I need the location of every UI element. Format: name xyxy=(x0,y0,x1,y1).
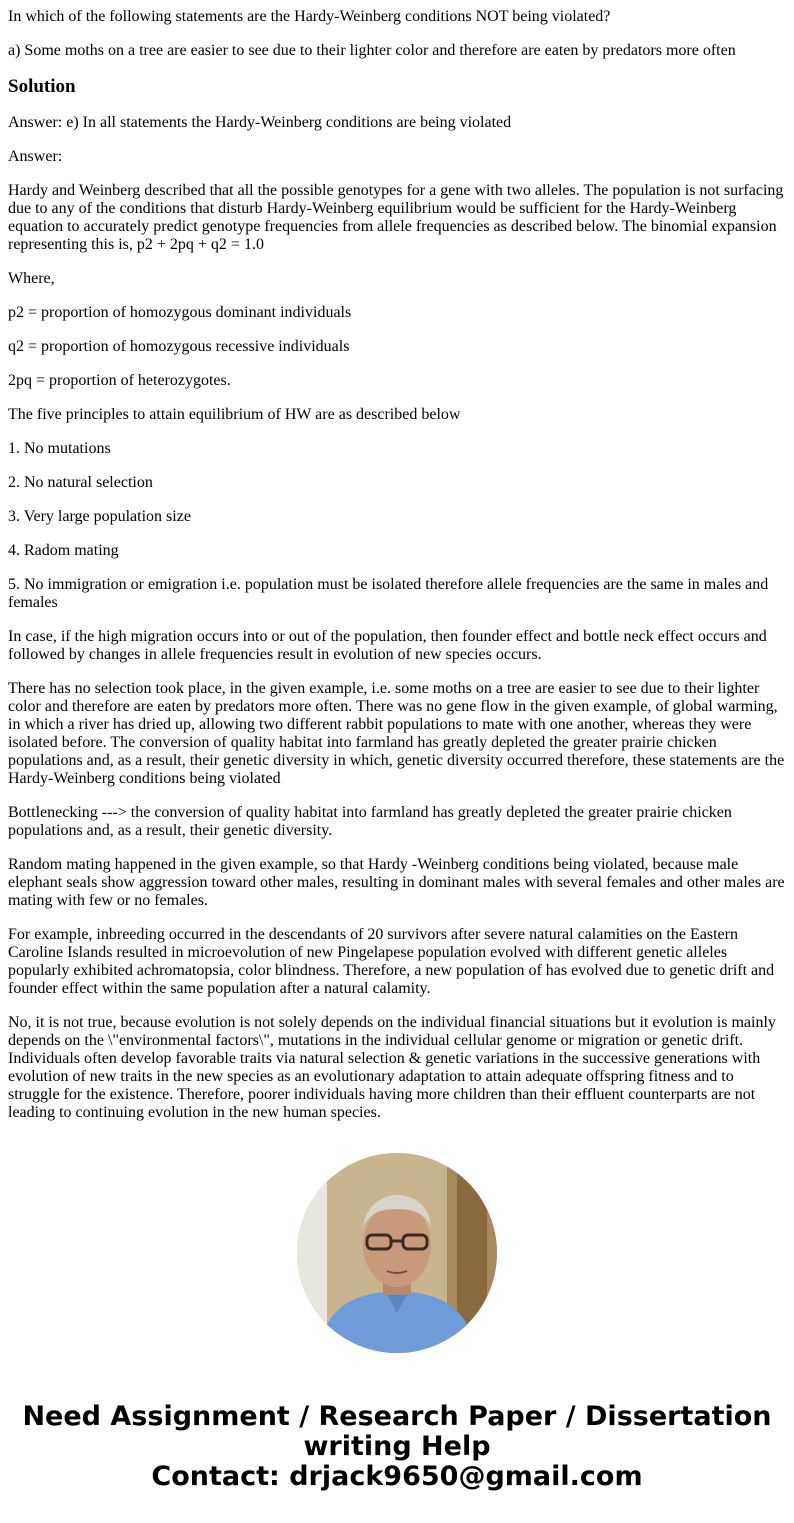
footer-line: writing Help xyxy=(303,1431,491,1462)
avatar xyxy=(297,1153,497,1353)
solution-paragraph: No, it is not true, because evolution is not solely depends on the individual financial situations but it evolution is mainly depends on the \"environmental factors\", mutations in the individual cellular genome or migration or genetic drift. Individuals often develop favorable traits via natural selection & genetic variations in the successive generations with evolution of new traits in the new species as an evolutionary adaptation to attain adequate offspring fitness and to struggle for the existence. Therefore, poorer individuals having more children than their effluent counterparts are not leading to continuing evolution in the new human species. xyxy=(8,1014,776,1121)
solution-paragraph: 3. Very large population size xyxy=(8,508,191,525)
solution-paragraph: 2pq = proportion of heterozygotes. xyxy=(8,372,231,389)
solution-paragraph: Where, xyxy=(8,270,55,287)
solution-paragraph: 5. No immigration or emigration i.e. population must be isolated therefore allele frequencies are the same in males and females xyxy=(8,576,769,611)
avatar-portrait-icon xyxy=(297,1153,497,1353)
question-option-a: a) Some moths on a tree are easier to see due to their lighter color and therefore are eaten by predators more often xyxy=(8,42,736,59)
solution-paragraph: p2 = proportion of homozygous dominant individuals xyxy=(8,304,352,321)
solution-paragraph: The five principles to attain equilibrium of HW are as described below xyxy=(8,406,461,423)
solution-paragraph: Random mating happened in the given example, so that Hardy -Weinberg conditions being violated, because male elephant seals show aggression toward other males, resulting in dominant males with several females and other males are mating with few or no females. xyxy=(8,856,785,909)
solution-paragraph: Answer: xyxy=(8,148,63,165)
footer-banner xyxy=(0,1402,794,1492)
solution-paragraph: 2. No natural selection xyxy=(8,474,153,491)
footer-line: Need Assignment / Research Paper / Dissertation xyxy=(22,1401,772,1432)
solution-paragraph: q2 = proportion of homozygous recessive individuals xyxy=(8,338,350,355)
solution-paragraph: Hardy and Weinberg described that all the possible genotypes for a gene with two alleles. The population is not surfacing due to any of the conditions that disturb Hardy-Weinberg equilibrium would be sufficient for the Hardy-Weinberg equation to accurately predict genotype frequencies from allele frequencies as described below. The binomial expansion representing this is, p2 + 2pq + q2 = 1.0 xyxy=(8,182,784,253)
solution-paragraph: For example, inbreeding occurred in the descendants of 20 survivors after severe natural calamities on the Eastern Caroline Islands resulted in microevolution of new Pingelapese population evolved with different genetic alleles popularly exhibited achromatopsia, color blindness. Therefore, a new population of has evolved due to genetic drift and founder effect within the same population after a natural calamity. xyxy=(8,926,775,997)
question-text: In which of the following statements are the Hardy-Weinberg conditions NOT being violated? xyxy=(8,8,611,25)
footer-contact: Contact: drjack9650@gmail.com xyxy=(151,1461,643,1492)
solution-paragraph: In case, if the high migration occurs into or out of the population, then founder effect and bottle neck effect occurs and followed by changes in allele frequencies result in evolution of new species occurs. xyxy=(8,628,767,663)
solution-paragraph: Answer: e) In all statements the Hardy-Weinberg conditions are being violated xyxy=(8,114,512,131)
solution-paragraph: 4. Radom mating xyxy=(8,542,119,559)
solution-paragraph: Bottlenecking ---> the conversion of quality habitat into farmland has greatly depleted the greater prairie chicken populations and, as a result, their genetic diversity. xyxy=(8,804,732,839)
solution-paragraph: 1. No mutations xyxy=(8,440,111,457)
document-content xyxy=(8,0,786,1122)
solution-heading: Solution xyxy=(8,76,76,97)
solution-paragraph: There has no selection took place, in the given example, i.e. some moths on a tree are easier to see due to their lighter color and therefore are eaten by predators more often. There was no gene flow in the given example, of global warming, in which a river has dried up, allowing two different rabbit populations to mate with one another, whereas they were isolated before. The conversion of quality habitat into farmland has greatly depleted the greater prairie chicken populations and, as a result, their genetic diversity in which, genetic diversity occurred therefore, these statements are the Hardy-Weinberg conditions being violated xyxy=(8,680,785,787)
